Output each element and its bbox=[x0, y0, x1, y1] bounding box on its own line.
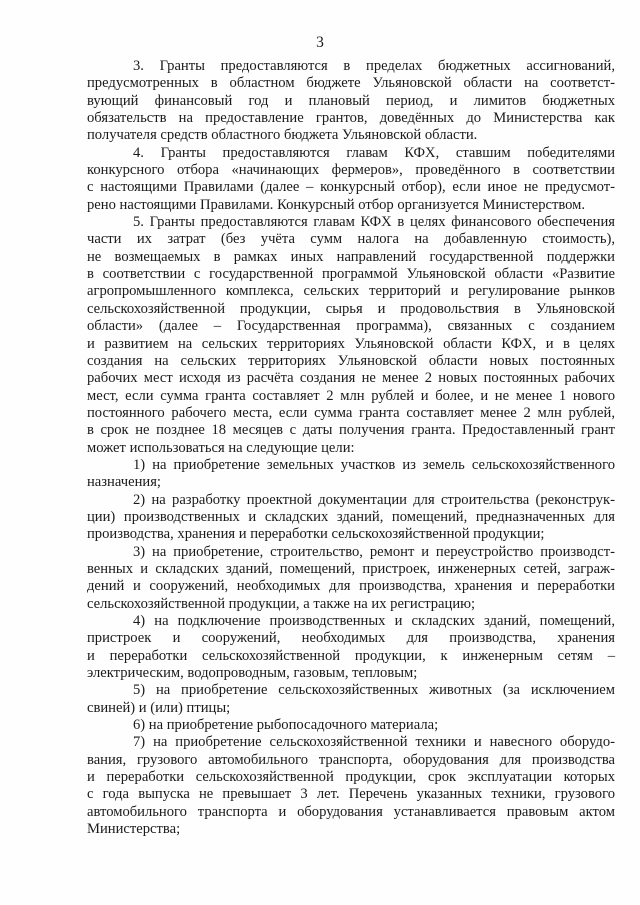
text-line: 3. Гранты предоставляются в пределах бюджетных ассигнований, bbox=[133, 58, 615, 74]
text-line: и переработки сельскохозяйственной продукции, срок эксплуатации которых bbox=[87, 769, 615, 786]
text-line: создания на сельских территориях Ульяновской области новых постоянных bbox=[87, 352, 615, 369]
text-line: мест, если сумма гранта составляет 2 млн рублей и более, и не менее 1 нового bbox=[87, 387, 615, 404]
text-line: венных и складских зданий, помещений, пристроек, инженерных сетей, заграж- bbox=[87, 560, 615, 577]
text-line: производства, хранения и переработки сельскохозяйственной продукции; bbox=[87, 526, 545, 543]
text-line: 3) на приобретение, строительство, ремонт и переустройство производст- bbox=[133, 543, 615, 560]
text-line: 4) на подключение производственных и складских зданий, помещений, bbox=[133, 613, 615, 629]
text-line: 5. Гранты предоставляются главам КФХ в целях финансового обеспечения bbox=[133, 214, 615, 231]
text-line: 6) на приобретение рыбопосадочного материала; bbox=[133, 717, 439, 734]
text-line: пристроек и сооружений, необходимых для производства, хранения bbox=[87, 630, 615, 647]
text-line: Министерства; bbox=[87, 821, 181, 838]
text-line: агропромышленного комплекса, сельских территорий и регулирование рынков bbox=[87, 283, 615, 300]
text-line: сельскохозяйственной продукции, сырья и продовольствия в Ульяновской bbox=[87, 300, 615, 317]
document-body bbox=[87, 58, 615, 838]
text-line: дений и сооружений, необходимых для производства, хранения и переработки bbox=[87, 578, 615, 595]
text-line: 5) на приобретение сельскохозяйственных животных (за исключением bbox=[133, 682, 615, 699]
text-line: 4. Гранты предоставляются главам КФХ, ставшим победителями bbox=[133, 144, 615, 161]
text-line: вания, грузового автомобильного транспорта, оборудования для производства bbox=[87, 751, 615, 768]
text-line: не возмещаемых в рамках иных направлений государственной поддержки bbox=[87, 248, 615, 265]
text-line: рабочих мест исходя из расчёта создания не менее 2 новых постоянных рабочих bbox=[87, 370, 615, 387]
text-line: может использоваться на следующие цели: bbox=[87, 439, 355, 456]
text-line: свиней) и (или) птицы; bbox=[87, 699, 231, 716]
text-line: с настоящими Правилами (далее – конкурсный отбор), если иное не предусмот- bbox=[87, 179, 615, 196]
text-line: с года выпуска не превышает 3 лет. Перечень указанных техники, грузового bbox=[87, 786, 615, 803]
text-line: рено настоящими Правилами. Конкурсный отбор организуется Министерством. bbox=[87, 196, 586, 213]
page-number: 3 bbox=[316, 34, 324, 51]
text-line: назначения; bbox=[87, 474, 161, 491]
text-line: в соответствии с государственной программой Ульяновской области «Развитие bbox=[87, 266, 615, 283]
text-line: обязательств на предоставление грантов, доведённых до Министерства как bbox=[87, 110, 615, 127]
text-line: сельскохозяйственной продукции, а также на их регистрацию; bbox=[87, 595, 476, 612]
text-line: постоянного рабочего места, если сумма гранта составляет менее 2 млн рублей, bbox=[87, 404, 615, 421]
text-line: области» (далее – Государственная программа), связанных с созданием bbox=[87, 318, 615, 335]
text-line: в срок не позднее 18 месяцев с даты получения гранта. Предоставленный грант bbox=[87, 422, 615, 439]
text-line: и развитием на сельских территориях Ульяновской области КФХ, и в целях bbox=[87, 335, 615, 352]
text-line: предусмотренных в областном бюджете Ульяновской области на соответст- bbox=[87, 75, 615, 92]
text-line: части их затрат (без учёта сумм налога на добавленную стоимость), bbox=[87, 231, 615, 248]
text-line: 7) на приобретение сельскохозяйственной техники и навесного оборудо- bbox=[133, 734, 615, 751]
text-line: 1) на приобретение земельных участков из земель сельскохозяйственного bbox=[133, 456, 615, 473]
text-line: ции) производственных и складских зданий, помещений, предназначенных для bbox=[87, 508, 615, 525]
text-line: вующий финансовый год и плановый период, и лимитов бюджетных bbox=[87, 92, 615, 109]
text-line: 2) на разработку проектной документации для строительства (реконструк- bbox=[133, 491, 615, 508]
text-line: и переработки сельскохозяйственной продукции, к инженерным сетям – bbox=[87, 647, 615, 664]
text-line: конкурсного отбора «начинающих фермеров», проведённого в соответствии bbox=[87, 162, 615, 179]
text-line: электрическим, водопроводным, газовым, тепловым; bbox=[87, 665, 418, 682]
text-line: автомобильного транспорта и оборудования устанавливается правовым актом bbox=[87, 803, 615, 820]
text-line: получателя средств областного бюджета Ульяновской области. bbox=[87, 127, 478, 144]
